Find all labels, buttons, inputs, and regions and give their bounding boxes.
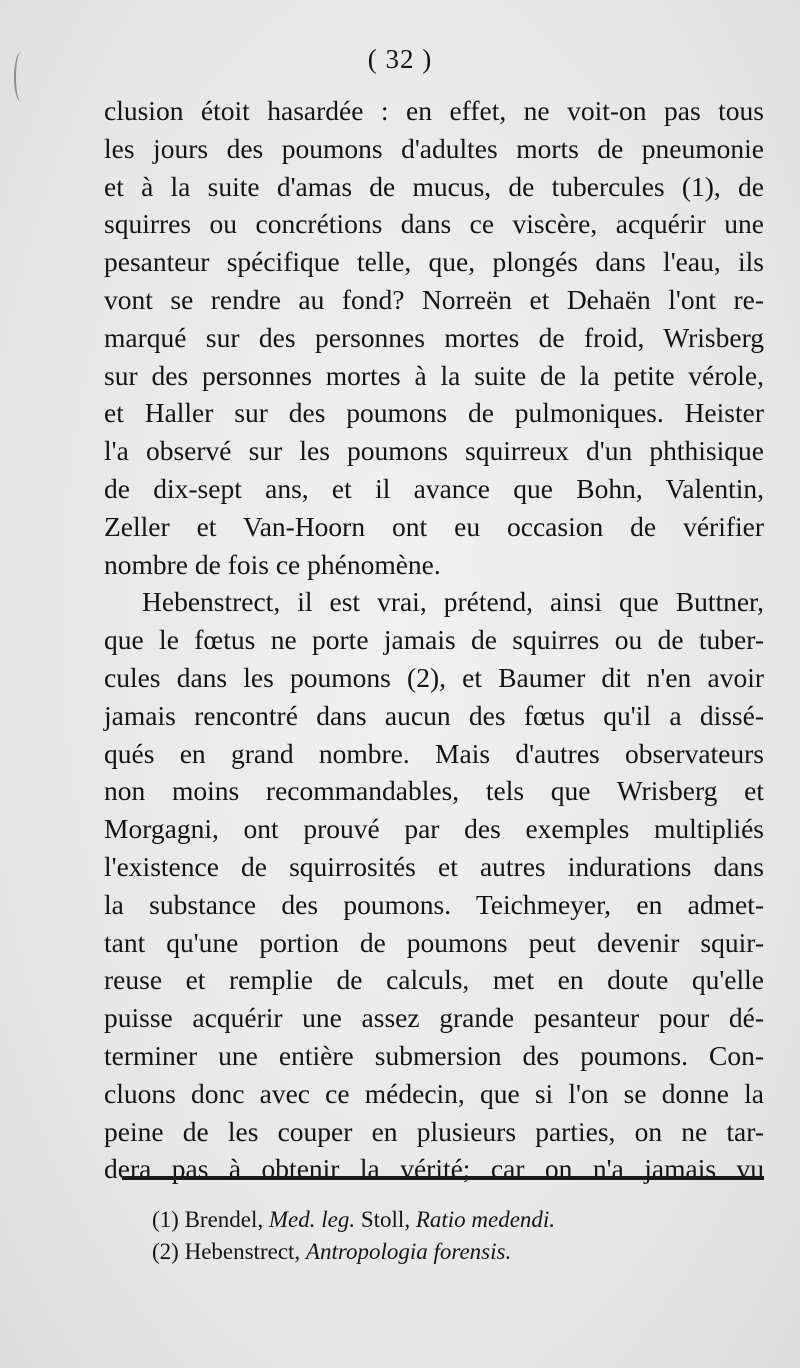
footnote-title: Ratio medendi.: [415, 1207, 556, 1232]
footnote-author: Hebenstrect,: [184, 1239, 301, 1264]
text-line: marqué sur des personnes mortes de froid, Wrisberg: [104, 321, 764, 353]
footnote-author: Brendel,: [184, 1207, 264, 1232]
text-line: et Haller sur des poumons de pulmoniques. Heister: [104, 397, 764, 429]
footnote-marker: (1): [152, 1207, 179, 1232]
text-line: cules dans les poumons (2), et Baumer dit n'en avoir: [104, 661, 764, 693]
text-line: de dix-sept ans, et il avance que Bohn, Valentin,: [104, 472, 764, 504]
text-line: l'a observé sur les poumons squirreux d'un phthisique: [104, 435, 764, 467]
page-number: ( 32 ): [367, 44, 433, 74]
text-line: sur des personnes mortes à la suite de la petite vérole,: [104, 359, 764, 391]
text-line: peine de les couper en plusieurs parties, on ne tar-: [104, 1115, 764, 1147]
footnote-author: Stoll,: [360, 1207, 411, 1232]
text-line: et à la suite d'amas de mucus, de tubercules (1), de: [104, 170, 764, 202]
text-line: puisse acquérir une assez grande pesanteur pour dé-: [104, 1002, 764, 1034]
paragraph-start-line: Hebenstrect, il est vrai, prétend, ainsi que Buttner,: [142, 586, 764, 618]
text-line: les jours des poumons d'adultes morts de pneumonie: [104, 132, 764, 164]
body-text: [104, 92, 764, 1188]
text-line: jamais rencontré dans aucun des fœtus qu'il a dissé-: [104, 699, 764, 731]
paragraph-end-line: nombre de fois ce phénomène.: [104, 548, 441, 580]
footnote-title: Antropologia forensis.: [305, 1239, 512, 1264]
text-line: cluons donc avec ce médecin, que si l'on se donne la: [104, 1077, 764, 1109]
text-line: vont se rendre au fond? Norreën et Dehaën l'ont re-: [104, 283, 764, 315]
text-line: la substance des poumons. Teichmeyer, en admet-: [104, 888, 764, 920]
footnote-1: [152, 1204, 752, 1236]
footnote-marker: (2): [152, 1239, 179, 1264]
text-line: qués en grand nombre. Mais d'autres observateurs: [104, 737, 764, 769]
text-line: reuse et remplie de calculs, met en doute qu'elle: [104, 964, 764, 996]
footnote-2: [152, 1236, 752, 1268]
text-line: dera pas à obtenir la vérité; car on n'a jamais vu: [104, 1153, 764, 1185]
text-line: terminer une entière submersion des poumons. Con-: [104, 1039, 764, 1071]
text-line: squirres ou concrétions dans ce viscère, acquérir une: [104, 208, 764, 240]
footnote-divider: [122, 1176, 764, 1180]
text-line: l'existence de squirrosités et autres indurations dans: [104, 850, 764, 882]
text-line: pesanteur spécifique telle, que, plongés dans l'eau, ils: [104, 246, 764, 278]
text-line: que le fœtus ne porte jamais de squirres ou de tuber-: [104, 624, 764, 656]
text-line: Zeller et Van-Hoorn ont eu occasion de vérifier: [104, 510, 764, 542]
text-line: tant qu'une portion de poumons peut devenir squir-: [104, 926, 764, 958]
footnote-title: Med. leg.: [268, 1207, 356, 1232]
text-line: non moins recommandables, tels que Wrisberg et: [104, 775, 764, 807]
text-line: Morgagni, ont prouvé par des exemples multipliés: [104, 813, 764, 845]
footnotes: [152, 1204, 752, 1268]
text-line: clusion étoit hasardée : en effet, ne voit-on pas tous: [104, 95, 764, 126]
